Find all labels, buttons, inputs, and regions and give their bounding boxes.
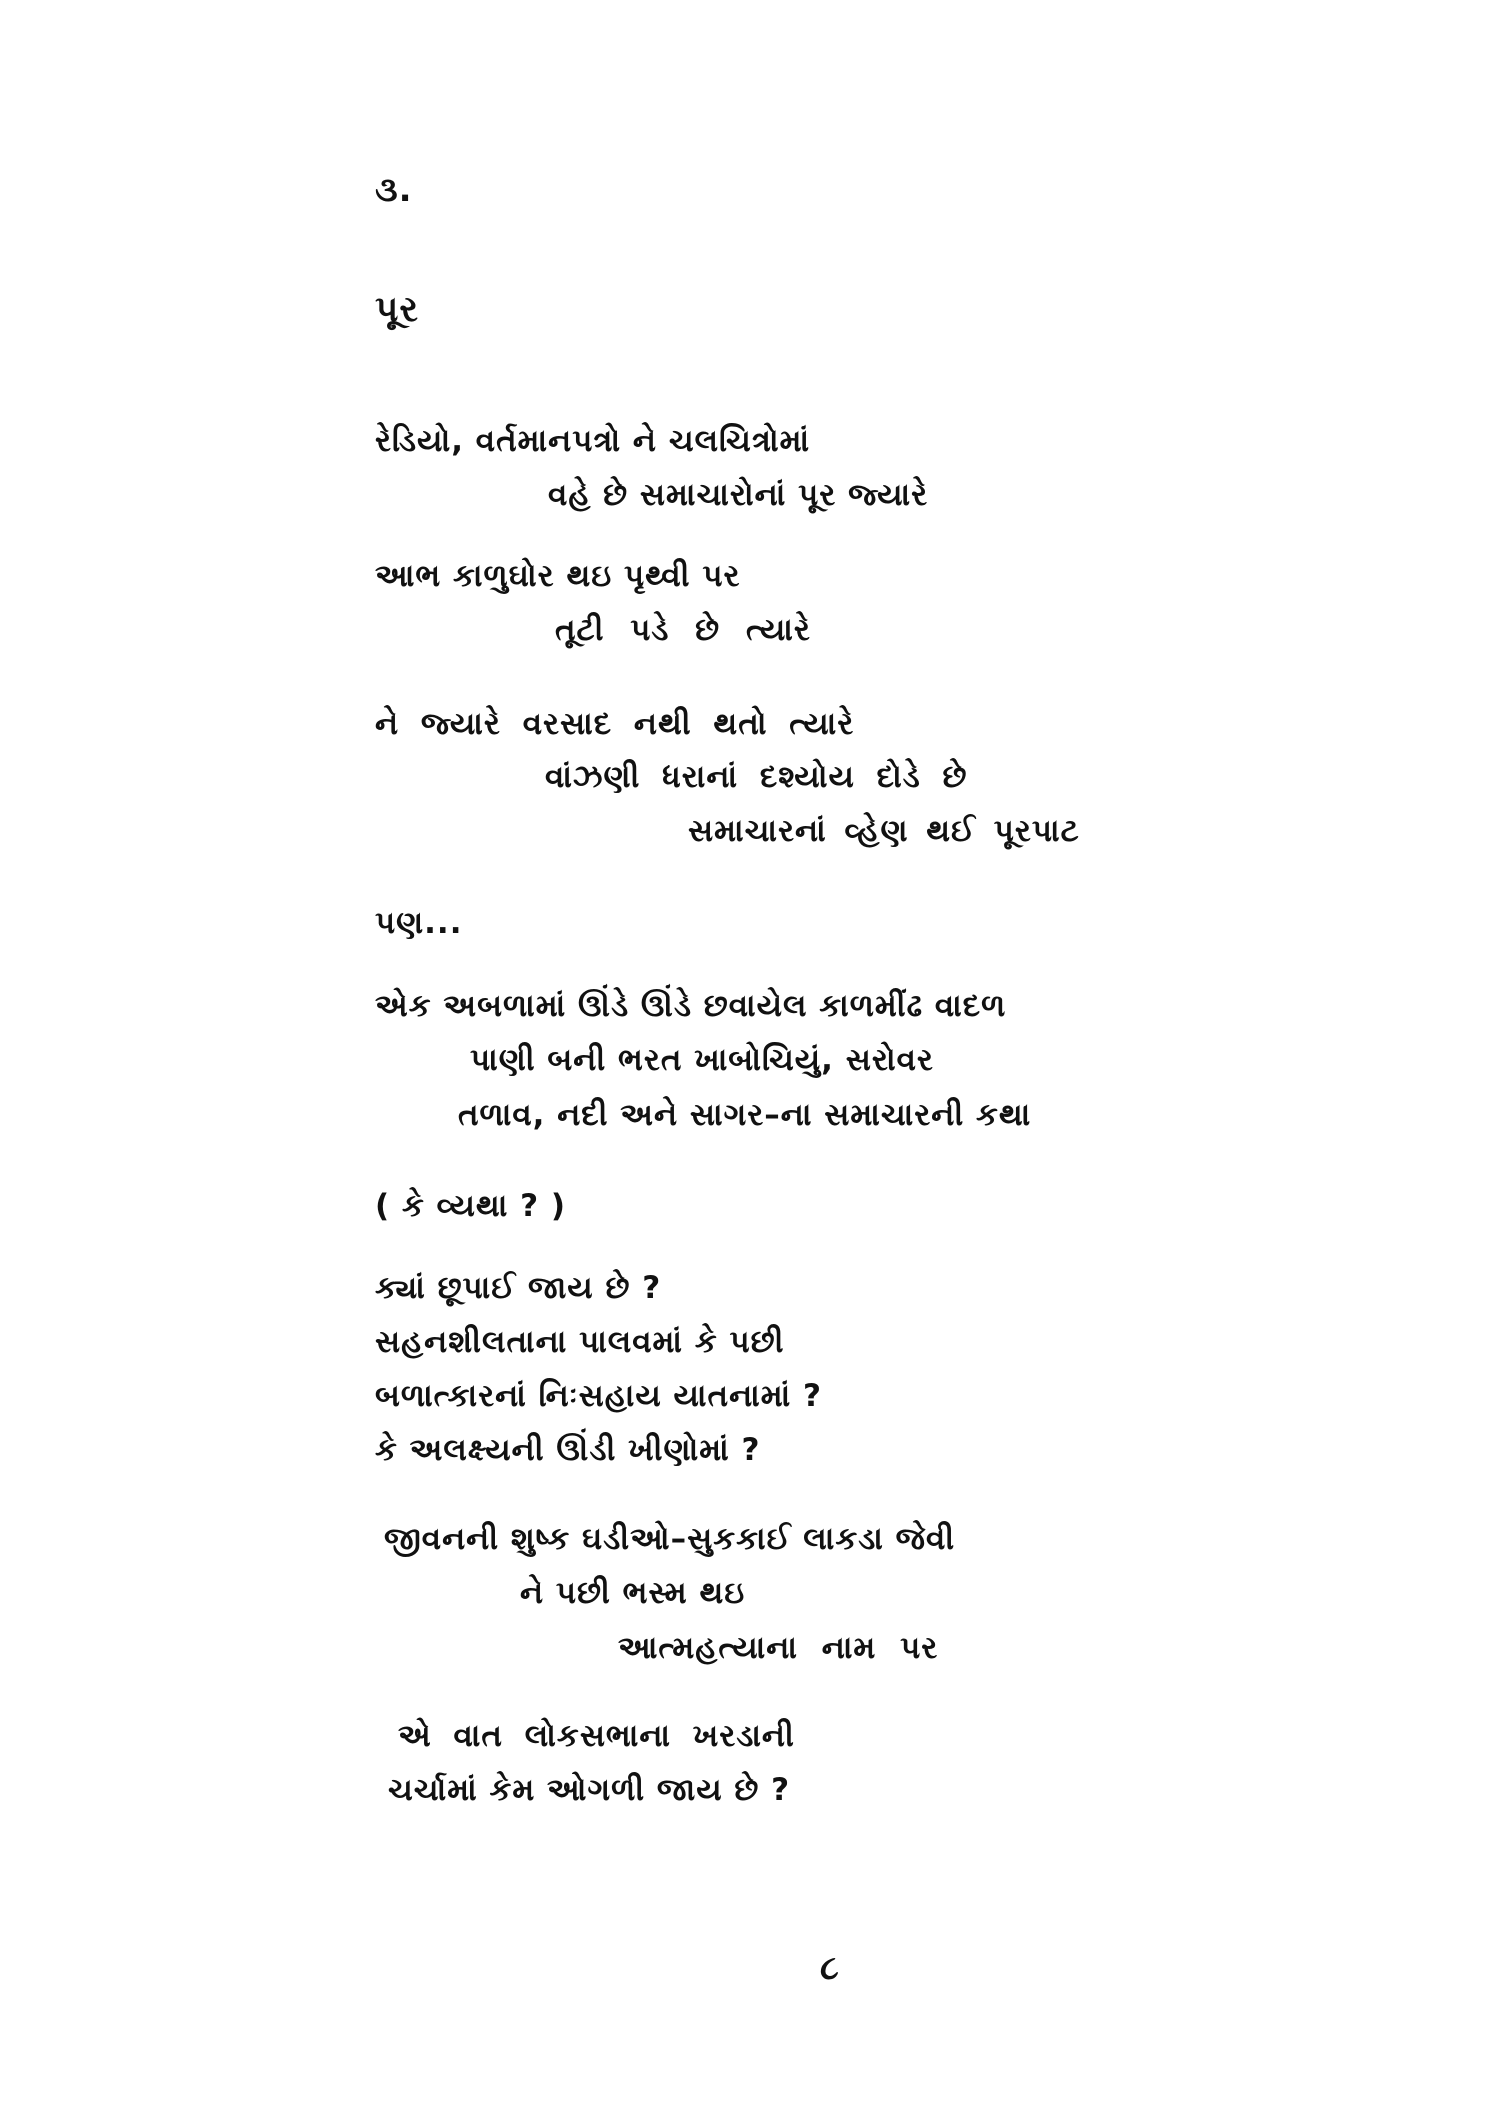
poem-line: સમાચારનાં વ્હેણ થઈ પૂરપાટ <box>688 813 1080 849</box>
poem-line: કે અલક્ષ્યની ઊંડી ખીણોમાં ? <box>375 1432 761 1468</box>
poem-line: પણ... <box>375 905 463 941</box>
poem-line: એ વાત લોકસભાના ખરડાની <box>398 1718 795 1754</box>
poem-line: રેડિયો, વર્તમાનપત્રો ને ચલચિત્રોમાં <box>375 423 811 459</box>
poem-line: ક્યાં છૂપાઈ જાય છે ? <box>375 1270 662 1306</box>
poem-line: પાણી બની ભરત ખાબોચિયું, સરોવર <box>470 1042 934 1078</box>
poem-line: આભ કાળુઘોર થઇ પૃથ્વી પર <box>375 558 741 594</box>
poem-line: જીવનની શુષ્ક ઘડીઓ–સુકકાઈ લાકડા જેવી <box>384 1521 956 1557</box>
poem-line: વહે છે સમાચારોનાં પૂર જ્યારે <box>548 477 929 513</box>
page-number: ૮ <box>820 1948 840 1988</box>
poem-line: આત્મહત્યાના નામ પર <box>618 1630 939 1666</box>
poem-line: સહનશીલતાના પાલવમાં કે પછી <box>375 1324 785 1360</box>
poem-number: ૩. <box>375 170 413 210</box>
poem-line: તળાવ, નદી અને સાગર–ના સમાચારની કથા <box>458 1097 1032 1133</box>
poem-line: તૂટી પડે છે ત્યારે <box>555 612 811 648</box>
poem-line: ચર્ચામાં કેમ ઓગળી જાય છે ? <box>388 1772 791 1808</box>
poem-line: બળાત્કારનાં નિઃસહાય યાતનામાં ? <box>375 1378 823 1414</box>
poem-line: વાંઝણી ધરાનાં દશ્યોય દોડે છે <box>545 759 968 795</box>
poem-title: પૂર <box>375 289 419 330</box>
poem-line: ને પછી ભસ્મ થઇ <box>520 1575 746 1611</box>
poem-line: ને જ્યારે વરસાદ નથી થતો ત્યારે <box>375 706 855 742</box>
poem-line: ( કે વ્યથા ? ) <box>375 1188 567 1224</box>
poem-line: એક અબળામાં ઊંડે ઊંડે છવાયેલ કાળમીંઢ વાદળ <box>375 988 1007 1024</box>
